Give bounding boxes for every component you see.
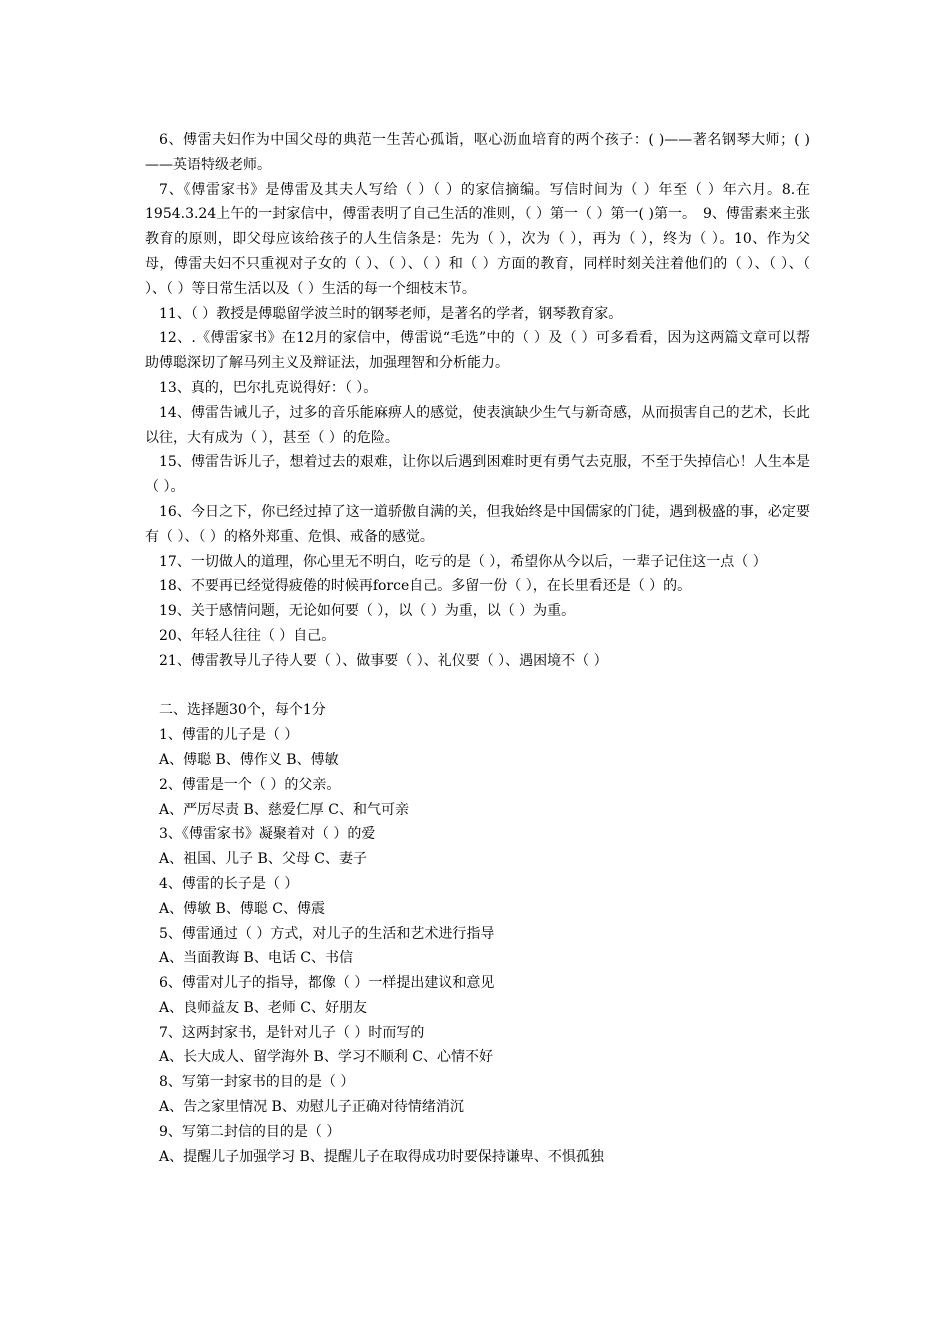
question-20: 20、年轻人往往（ ）自己。 xyxy=(159,627,336,644)
choice-q2-options: A、严厉尽责 B、慈爱仁厚 C、和气可亲 xyxy=(159,801,410,818)
question-16: 16、今日之下，你已经过掉了这一道骄傲自满的关，但我始终是中国儒家的门徒，遇到极盛的事，必定要有（ ）、（ ）的格外郑重、危惧、戒备的感觉。 xyxy=(145,503,810,545)
choice-q1: 1、傅雷的儿子是（ ） xyxy=(159,727,299,744)
question-12: 12、.《傅雷家书》在12月的家信中，傅雷说“毛选”中的（ ）及（ ）可多看看，因为这两篇文章可以帮助傅聪深切了解马列主义及辩证法，加强理智和分析能力。 xyxy=(145,330,810,372)
choice-q7: 7、这两封家书，是针对儿子（ ）时而写的 xyxy=(159,1024,425,1041)
question-18: 18、不要再已经觉得疲倦的时候再force自己。多留一份（ ），在长里看还是（ ）的。 xyxy=(159,578,692,595)
choice-q6: 6、傅雷对儿子的指导，都像（ ）一样提出建议和意见 xyxy=(159,975,495,992)
choice-q7-options: A、长大成人、留学海外 B、学习不顺利 C、心情不好 xyxy=(159,1049,494,1066)
choice-q6-options: A、良师益友 B、老师 C、好朋友 xyxy=(159,999,368,1016)
choice-q4-options: A、傅敏 B、傅聪 C、傅震 xyxy=(159,900,326,917)
choice-q4: 4、傅雷的长子是（ ） xyxy=(159,875,299,892)
choice-q9-options: A、提醒儿子加强学习 B、提醒儿子在取得成功时要保持谦卑、不惧孤独 xyxy=(159,1148,604,1165)
question-7-to-10: 7、《傅雷家书》是傅雷及其夫人写给（ ）（ ）的家信摘编。写信时间为（ ）年至（ ）年六月。8.在1954.3.24上午的一封家信中，傅雷表明了自己生活的准则，（ ）第一（ ）第一( )第一。 9、傅雷素来主张教育的原则，即父母应该给孩子的人生信条是：先为（ ），次为（ ），再为（ ），终为（ ）。10、作为父母，傅雷夫妇不只重视对子女的（ ）、（ ）、（ ）和（ ）方面的教育，同样时刻关注着他们的（ ）、（ ）、（ ）、（ ）等日常生活以及（ ）生活的每一个细枝末节。 xyxy=(145,181,810,297)
section-spacer xyxy=(145,674,810,699)
choice-q2: 2、傅雷是一个（ ）的父亲。 xyxy=(159,776,341,793)
question-6: 6、傅雷夫妇作为中国父母的典范一生苦心孤诣，呕心沥血培育的两个孩子：( )——著名钢琴大师；( )——英语特级老师。 xyxy=(145,132,810,173)
choice-q3: 3、《傅雷家书》凝聚着对（ ）的爱 xyxy=(159,826,376,843)
question-13: 13、真的，巴尔扎克说得好：（ ）。 xyxy=(159,379,378,396)
choice-q3-options: A、祖国、儿子 B、父母 C、妻子 xyxy=(159,851,368,868)
question-19: 19、关于感情问题，无论如何要（ ），以（ ）为重，以（ ）为重。 xyxy=(159,603,576,620)
choice-q9: 9、写第二封信的目的是（ ） xyxy=(159,1123,341,1140)
choice-q8: 8、写第一封家书的目的是（ ） xyxy=(159,1074,355,1091)
question-21: 21、傅雷教导儿子待人要（ ）、做事要（ ）、礼仪要（ ）、遇困境不（ ） xyxy=(159,652,608,669)
choice-q5: 5、傅雷通过（ ）方式，对儿子的生活和艺术进行指导 xyxy=(159,925,495,942)
question-17: 17、一切做人的道理，你心里无不明白，吃亏的是（ ），希望你从今以后，一辈子记住这一点（ ） xyxy=(159,553,767,570)
choice-q8-options: A、告之家里情况 B、劝慰儿子正确对待情绪消沉 xyxy=(159,1099,464,1116)
question-15: 15、傅雷告诉儿子，想着过去的艰难，让你以后遇到困难时更有勇气去克服，不至于失掉信心！人生本是（ ）。 xyxy=(145,454,810,496)
question-14: 14、傅雷告诫儿子，过多的音乐能麻痹人的感觉，使表演缺少生气与新奇感，从而损害自己的艺术，长此以往，大有成为（ ），甚至（ ）的危险。 xyxy=(145,404,810,446)
document-page xyxy=(145,128,810,1169)
choice-q1-options: A、傅聪 B、傅作义 B、傅敏 xyxy=(159,751,339,768)
section-heading-choice: 二、选择题30个，每个1分 xyxy=(159,702,326,719)
question-11: 11、（ ）教授是傅聪留学波兰时的钢琴老师，是著名的学者，钢琴教育家。 xyxy=(159,305,623,322)
choice-q5-options: A、当面教诲 B、电话 C、书信 xyxy=(159,950,354,967)
